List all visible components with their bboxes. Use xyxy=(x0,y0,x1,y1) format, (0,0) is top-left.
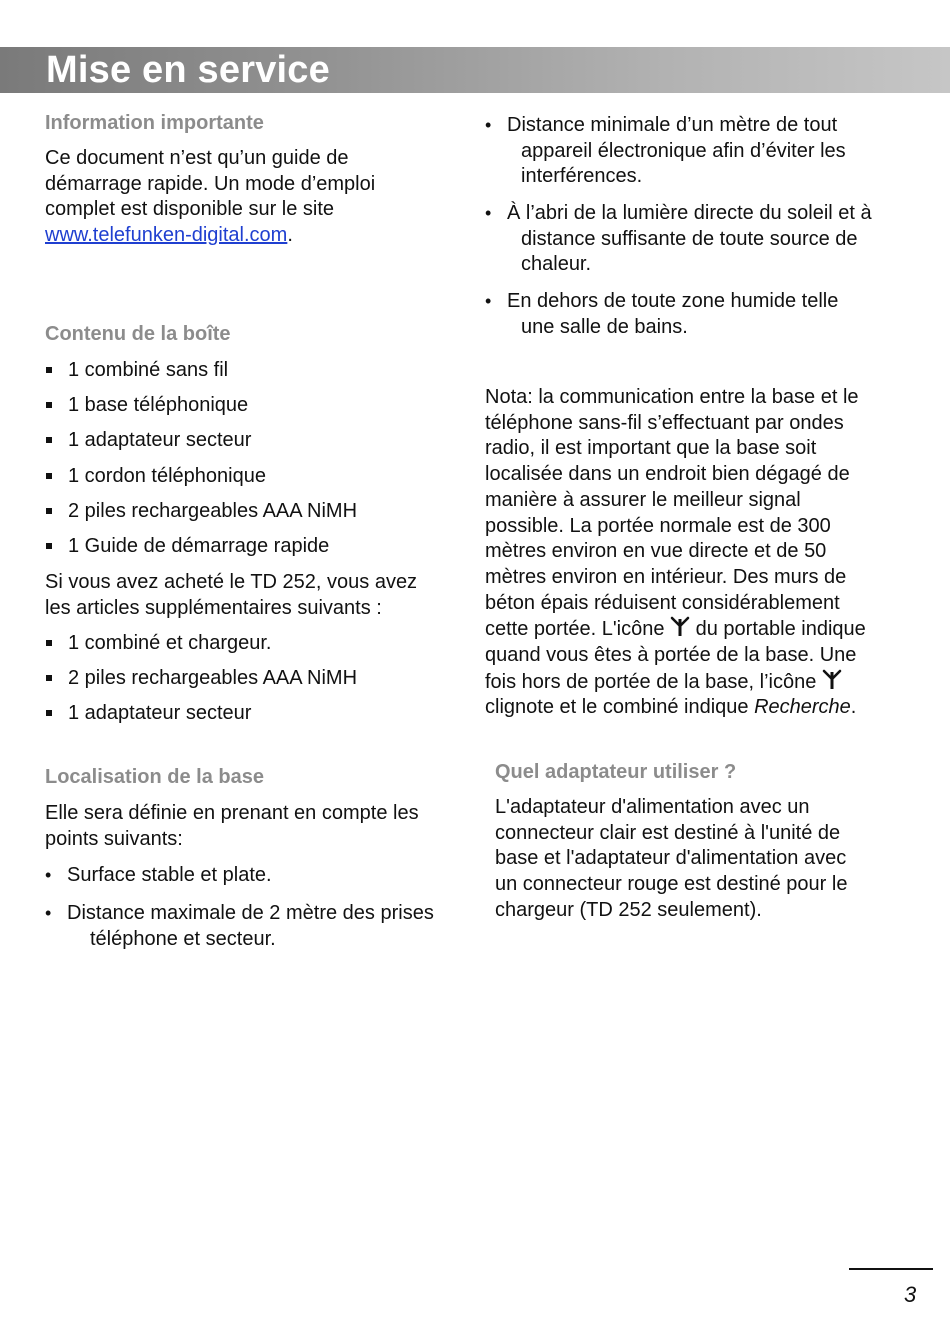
nota-text: . xyxy=(850,696,857,719)
contents-item-text: 1 combiné sans fil xyxy=(68,359,229,381)
location-point xyxy=(485,289,915,340)
extra-items-intro xyxy=(45,570,477,621)
square-bullet-icon xyxy=(46,508,52,514)
location-point xyxy=(45,863,480,889)
round-bullet-icon: • xyxy=(485,291,492,311)
nota-line: Nota: la communication entre la base et le xyxy=(485,386,859,408)
footer-rule xyxy=(849,1268,933,1270)
adapter-heading: Quel adaptateur utiliser ? xyxy=(495,761,737,783)
location-point-text: une salle de bains. xyxy=(521,315,688,338)
location-point-text: interférences. xyxy=(521,165,643,188)
nota-line: radio, il est important que la base soit xyxy=(485,437,817,460)
location-point xyxy=(45,901,485,952)
nota-text: cette portée. L'icône xyxy=(485,618,665,641)
info-line xyxy=(45,223,477,249)
location-point xyxy=(485,201,915,278)
location-point-text: Distance maximale de 2 mètre des prises xyxy=(67,902,434,924)
page-number: 3 xyxy=(904,1282,917,1307)
nota-paragraph xyxy=(485,385,925,721)
square-bullet-icon xyxy=(46,367,52,373)
square-bullet-icon xyxy=(46,402,52,408)
info-paragraph xyxy=(45,146,477,249)
nota-text: clignote et le combiné indique xyxy=(485,696,749,719)
nota-line: mètres environ en intérieur. Des murs de xyxy=(485,565,847,588)
adapter-line: connecteur clair est destiné à l'unité de xyxy=(495,821,841,844)
adapter-line: un connecteur rouge est destiné pour le xyxy=(495,873,848,896)
extra-item-text: 1 adaptateur secteur xyxy=(68,702,252,724)
extra-item-text: 2 piles rechargeables AAA NiMH xyxy=(68,667,358,689)
square-bullet-icon xyxy=(46,543,52,549)
adapter-line: base et l'adaptateur d'alimentation avec xyxy=(495,847,847,870)
round-bullet-icon: • xyxy=(485,203,492,223)
square-bullet-icon xyxy=(46,640,52,646)
contents-item-text: 1 Guide de démarrage rapide xyxy=(68,535,330,557)
header-band xyxy=(0,47,950,93)
contents-item-text: 1 adaptateur secteur xyxy=(68,429,252,451)
location-point-text: téléphone et secteur. xyxy=(90,927,276,950)
adapter-line: L'adaptateur d'alimentation avec un xyxy=(495,796,810,818)
info-line: complet est disponible sur le site xyxy=(45,198,335,221)
page-title: Mise en service xyxy=(46,49,330,91)
info-line: démarrage rapide. Un mode d’emploi xyxy=(45,172,376,195)
extra-item-text: 1 combiné et chargeur. xyxy=(68,632,272,654)
nota-line: manière à assurer le meilleur signal xyxy=(485,488,801,511)
location-heading: Localisation de la base xyxy=(45,766,264,788)
adapter-line: chargeur (TD 252 seulement). xyxy=(495,898,762,921)
nota-line: béton épais réduisent considérablement xyxy=(485,591,840,614)
info-link-suffix: . xyxy=(287,224,293,247)
location-point xyxy=(485,113,915,190)
location-point-text: En dehors de toute zone humide telle xyxy=(507,290,839,312)
extra-intro-line: les articles supplémentaires suivants : xyxy=(45,596,382,619)
nota-text: du portable indique xyxy=(695,618,866,641)
square-bullet-icon xyxy=(46,710,52,716)
location-point-text: chaleur. xyxy=(521,253,592,276)
location-intro-line: Elle sera définie en prenant en compte les xyxy=(45,802,419,824)
location-point-text: Surface stable et plate. xyxy=(67,864,272,886)
nota-line: possible. La portée normale est de 300 xyxy=(485,514,831,537)
square-bullet-icon xyxy=(46,675,52,681)
nota-line xyxy=(485,669,925,696)
nota-line xyxy=(485,616,925,643)
nota-text: fois hors de portée de la base, l’icône xyxy=(485,670,817,693)
nota-line: localisée dans un endroit bien dégagé de xyxy=(485,463,850,486)
contents-item-text: 1 base téléphonique xyxy=(68,394,249,416)
location-point-text: Distance minimale d’un mètre de tout xyxy=(507,114,838,136)
info-line: Ce document n’est qu’un guide de xyxy=(45,147,349,169)
extra-intro-line: Si vous avez acheté le TD 252, vous avez xyxy=(45,571,418,593)
location-intro xyxy=(45,801,477,852)
nota-line: téléphone sans-fil s’effectuant par ondes xyxy=(485,411,844,434)
round-bullet-icon: • xyxy=(45,865,52,885)
nota-line: quand vous êtes à portée de la base. Une xyxy=(485,644,857,667)
adapter-paragraph xyxy=(495,795,915,924)
info-heading: Information importante xyxy=(45,112,264,134)
nota-line: mètres environ en vue directe et de 50 xyxy=(485,540,827,563)
location-point-text: appareil électronique afin d’éviter les xyxy=(521,139,846,162)
round-bullet-icon: • xyxy=(45,903,52,923)
round-bullet-icon: • xyxy=(485,115,492,135)
antenna-signal-icon xyxy=(670,616,690,638)
location-point-text: distance suffisante de toute source de xyxy=(521,227,858,250)
square-bullet-icon xyxy=(46,473,52,479)
nota-status-text: Recherche xyxy=(754,696,851,719)
website-link[interactable]: www.telefunken-digital.com xyxy=(45,224,288,247)
contents-heading: Contenu de la boîte xyxy=(45,323,231,345)
antenna-signal-icon xyxy=(822,669,842,691)
contents-item-text: 1 cordon téléphonique xyxy=(68,465,266,487)
nota-line xyxy=(485,695,925,721)
contents-item-text: 2 piles rechargeables AAA NiMH xyxy=(68,500,358,522)
square-bullet-icon xyxy=(46,437,52,443)
location-point-text: À l’abri de la lumière directe du soleil et à xyxy=(507,202,872,224)
location-intro-line: points suivants: xyxy=(45,827,183,850)
